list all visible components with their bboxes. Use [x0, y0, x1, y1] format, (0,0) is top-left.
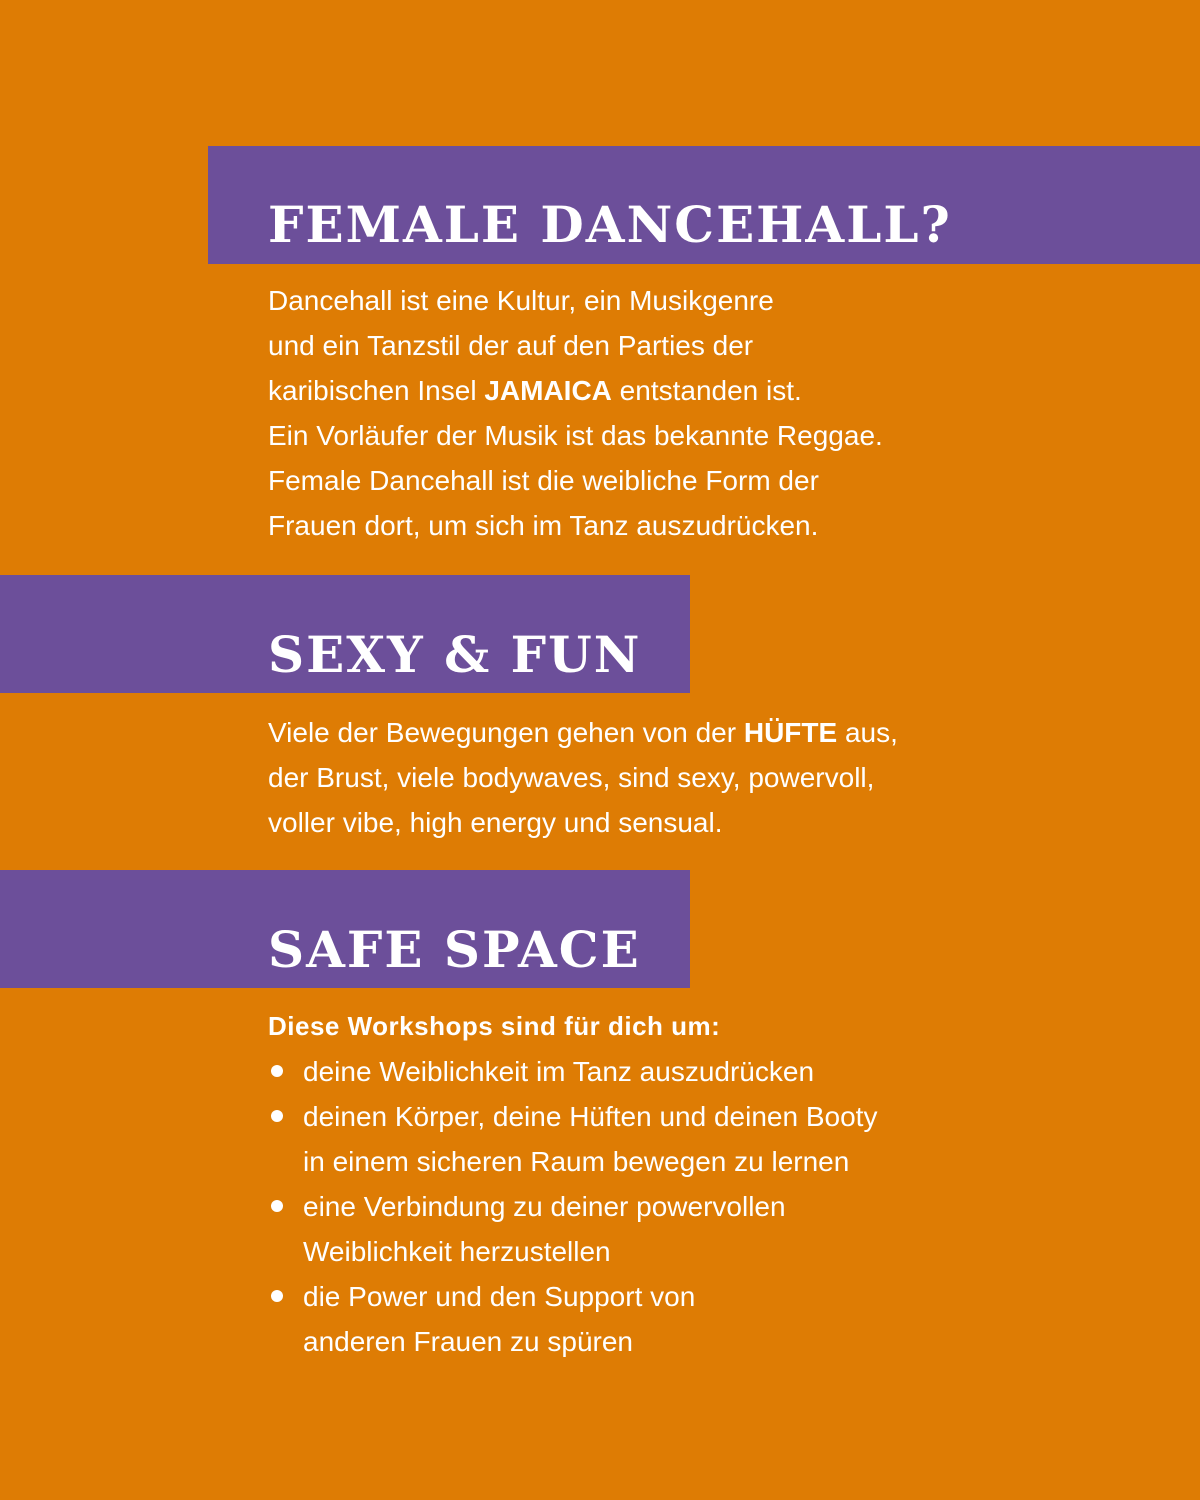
bullet-icon	[271, 1110, 283, 1122]
heading-sexy-fun: SEXY & FUN	[268, 625, 642, 684]
bullet-icon	[271, 1200, 283, 1212]
bullet-icon	[271, 1065, 283, 1077]
list-item: deinen Körper, deine Hüften und deinen Booty in einem sicheren Raum bewegen zu lernen	[268, 1094, 877, 1184]
list-item: deine Weiblichkeit im Tanz auszudrücken	[268, 1049, 877, 1094]
workshops-intro: Diese Workshops sind für dich um:	[268, 1011, 721, 1041]
paragraph-line: Dancehall ist eine Kultur, ein Musikgenre	[268, 285, 774, 316]
bullet-icon	[271, 1290, 283, 1302]
paragraph-line: der Brust, viele bodywaves, sind sexy, powervoll,	[268, 762, 875, 793]
heading-female-dancehall: FEMALE DANCEHALL?	[268, 195, 952, 254]
paragraph-sexy-fun	[268, 710, 898, 845]
paragraph-line: Viele der Bewegungen gehen von der HÜFTE aus,	[268, 717, 898, 748]
paragraph-line: Female Dancehall ist die weibliche Form der	[268, 465, 819, 496]
paragraph-line: voller vibe, high energy und sensual.	[268, 807, 723, 838]
workshop-goals-list	[268, 1049, 877, 1364]
highlight-huefte: HÜFTE	[743, 717, 838, 748]
paragraph-female-dancehall	[268, 278, 883, 548]
paragraph-line: Ein Vorläufer der Musik ist das bekannte Reggae.	[268, 420, 883, 451]
list-item: eine Verbindung zu deiner powervollen Weiblichkeit herzustellen	[268, 1184, 877, 1274]
list-item: die Power und den Support von anderen Frauen zu spüren	[268, 1274, 877, 1364]
heading-safe-space: SAFE SPACE	[268, 920, 641, 979]
paragraph-line: karibischen Insel JAMAICA entstanden ist.	[268, 375, 802, 406]
paragraph-line: Frauen dort, um sich im Tanz auszudrücken.	[268, 510, 819, 541]
highlight-jamaica: JAMAICA	[484, 375, 612, 406]
paragraph-line: und ein Tanzstil der auf den Parties der	[268, 330, 754, 361]
